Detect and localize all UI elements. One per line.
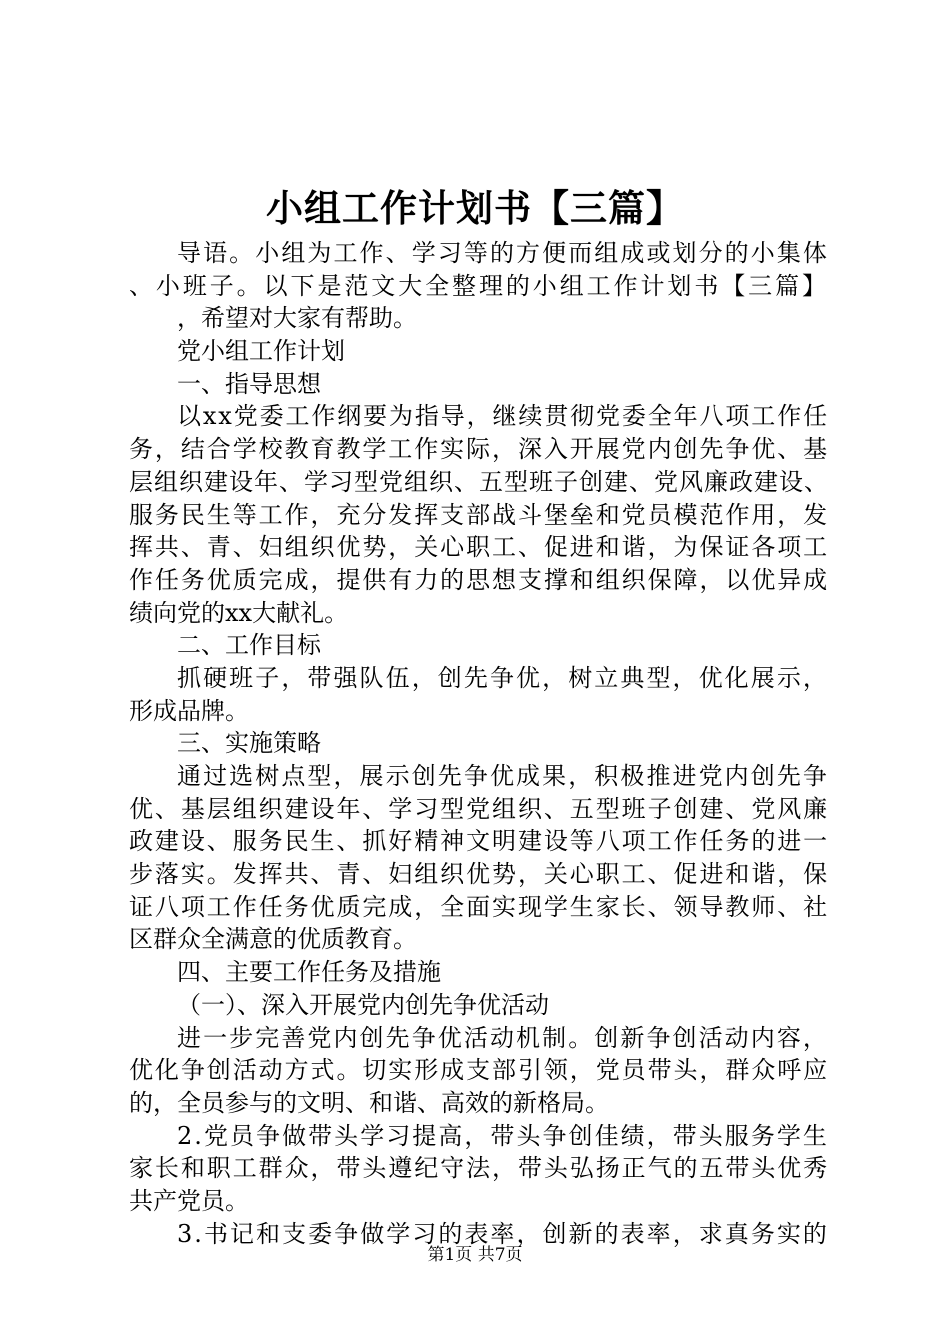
text-line: 务，结合学校教育教学工作实际，深入开展党内创先争优、基 <box>129 435 830 464</box>
text-line: ，希望对大家有帮助。 <box>177 304 417 333</box>
text-line: 二、工作目标 <box>177 631 321 660</box>
text-line: 服务民生等工作，充分发挥支部战斗堡垒和党员模范作用，发 <box>129 500 830 529</box>
text-line: 步落实。发挥共、青、妇组织优势，关心职工、促进和谐，保 <box>129 860 830 889</box>
text-line: 2.党员争做带头学习提高，带头争创佳绩，带头服务学生 <box>177 1121 829 1150</box>
page-footer: 第1页 共7页 <box>427 1245 523 1265</box>
text-line: 抓硬班子，带强队伍，创先争优，树立典型，优化展示， <box>177 663 829 692</box>
text-line: 共产党员。 <box>129 1186 249 1215</box>
text-line: 优、基层组织建设年、学习型党组织、五型班子创建、党风廉 <box>129 794 830 823</box>
text-line: 作任务优质完成，提供有力的思想支撑和组织保障，以优异成 <box>129 565 830 594</box>
text-line: 以xx党委工作纲要为指导，继续贯彻党委全年八项工作任 <box>177 402 829 431</box>
text-line: 证八项工作任务优质完成，全面实现学生家长、领导教师、社 <box>129 892 830 921</box>
page-title: 小组工作计划书【三篇】 <box>266 186 684 230</box>
text-line: 导语。小组为工作、学习等的方便而组成或划分的小集体 <box>177 239 829 267</box>
text-line: 通过选树点型，展示创先争优成果，积极推进党内创先争 <box>177 762 829 790</box>
text-line: 三、实施策略 <box>177 729 321 758</box>
text-line: （一）、深入开展党内创先争优活动 <box>177 990 549 1019</box>
text-line: 家长和职工群众，带头遵纪守法，带头弘扬正气的五带头优秀 <box>129 1154 830 1183</box>
text-line: 政建设、服务民生、抓好精神文明建设等八项工作任务的进一 <box>129 827 830 856</box>
text-line: 一、指导思想 <box>177 369 321 398</box>
text-line: 层组织建设年、学习型党组织、五型班子创建、党风廉政建设、 <box>129 467 829 496</box>
text-line: 四、主要工作任务及措施 <box>177 958 441 987</box>
text-line: 优化争创活动方式。切实形成支部引领，党员带头，群众呼应 <box>129 1056 830 1085</box>
text-line: 绩向党的xx大献礼。 <box>129 598 349 627</box>
text-line: 的，全员参与的文明、和谐、高效的新格局。 <box>129 1088 609 1117</box>
text-line: 挥共、青、妇组织优势，关心职工、促进和谐，为保证各项工 <box>129 533 830 562</box>
text-line: 3.书记和支委争做学习的表率，创新的表率，求真务实的 <box>177 1219 829 1248</box>
text-line: 形成品牌。 <box>129 696 249 725</box>
document-body <box>129 237 829 1250</box>
text-line: 进一步完善党内创先争优活动机制。创新争创活动内容， <box>177 1023 829 1052</box>
text-line: 、小班子。以下是范文大全整理的小组工作计划书【三篇】 <box>129 271 829 300</box>
text-line: 党小组工作计划 <box>177 337 345 366</box>
text-line: 区群众全满意的优质教育。 <box>129 925 417 954</box>
